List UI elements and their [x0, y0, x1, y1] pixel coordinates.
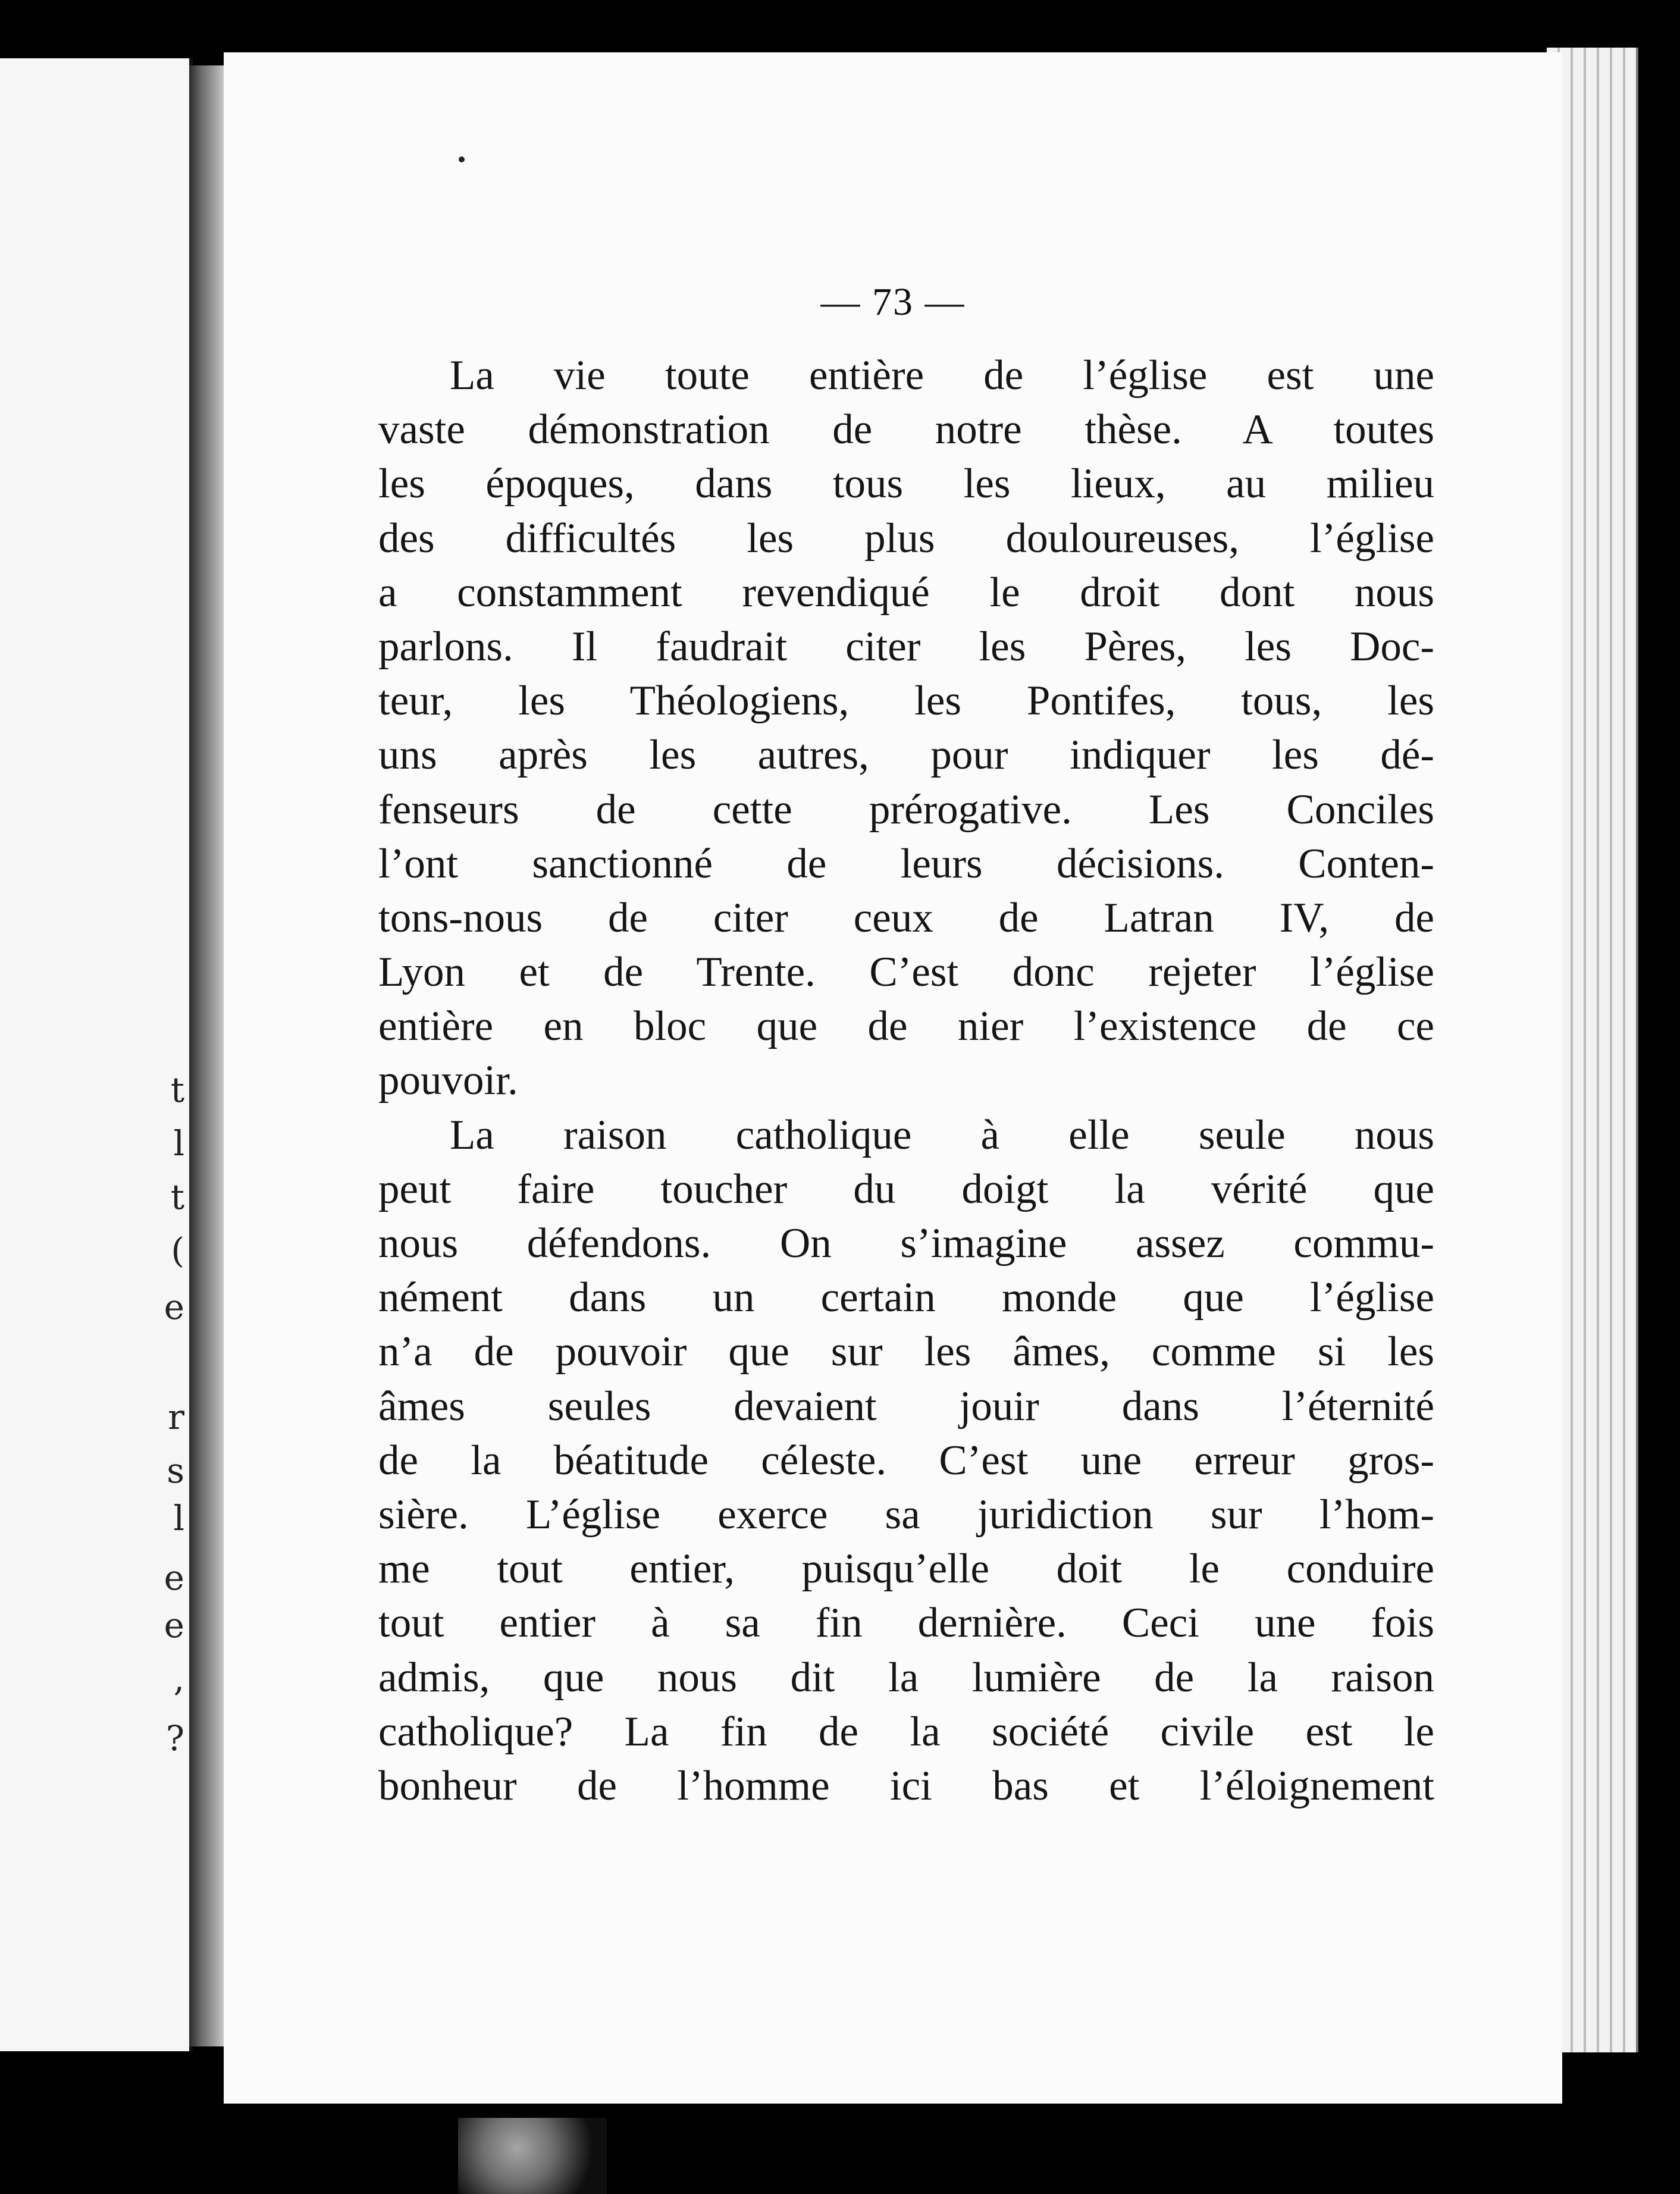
edge-fragment: r: [168, 1397, 184, 1437]
text-line: uns après les autres, pour indiquer les dé-: [378, 732, 1434, 779]
text-line: catholique? La fin de la société civile est le: [378, 1708, 1434, 1755]
previous-page-text-fragments: [149, 58, 184, 2051]
text-line: pouvoir.: [378, 1057, 518, 1104]
text-line: bonheur de l’homme ici bas et l’éloignement: [378, 1762, 1434, 1809]
text-line: La raison catholique à elle seule nous: [450, 1111, 1434, 1158]
text-line: entière en bloc que de nier l’existence de ce: [378, 1003, 1434, 1050]
edge-fragment: ,: [173, 1659, 184, 1699]
text-line: sière. L’église exerce sa juridiction sur l’hom-: [378, 1491, 1434, 1538]
edge-fragment: (: [171, 1230, 184, 1271]
edge-fragment: e: [164, 1287, 184, 1327]
page: [224, 52, 1562, 2104]
text-line: n’a de pouvoir que sur les âmes, comme si les: [378, 1328, 1434, 1375]
scan-noise: [458, 2118, 607, 2194]
text-line: fenseurs de cette prérogative. Les Conciles: [378, 786, 1434, 833]
text-line: des difficultés les plus douloureuses, l’église: [378, 515, 1434, 562]
edge-fragment: t: [170, 1070, 184, 1110]
edge-fragment: t: [170, 1177, 184, 1217]
text-line: a constamment revendiqué le droit dont nous: [378, 569, 1434, 616]
text-line: de la béatitude céleste. C’est une erreur gros-: [378, 1437, 1434, 1484]
text-line: nous défendons. On s’imagine assez commu-: [378, 1220, 1434, 1267]
previous-page-edge: [0, 58, 193, 2051]
text-line: tout entier à sa fin dernière. Ceci une fois: [378, 1600, 1434, 1647]
edge-fragment: e: [164, 1605, 184, 1646]
text-line: admis, que nous dit la lumière de la raison: [378, 1654, 1434, 1701]
text-line: me tout entier, puisqu’elle doit le conduire: [378, 1546, 1434, 1593]
text-line: parlons. Il faudrait citer les Pères, les Doc-: [378, 623, 1434, 670]
edge-fragment: e: [164, 1557, 184, 1598]
body-text: [378, 349, 1434, 1813]
text-line: nément dans un certain monde que l’église: [378, 1274, 1434, 1321]
text-line: Lyon et de Trente. C’est donc rejeter l’église: [378, 949, 1434, 996]
ink-speck: [459, 156, 465, 162]
paragraph: [378, 349, 1434, 1108]
book-gutter-shadow: [189, 65, 224, 2046]
page-number: — 73 —: [820, 280, 966, 324]
edge-fragment: l: [173, 1498, 184, 1538]
text-line: âmes seules devaient jouir dans l’éternité: [378, 1383, 1434, 1430]
text-line: teur, les Théologiens, les Pontifes, tous, les: [378, 678, 1434, 725]
edge-fragment: l: [173, 1123, 184, 1164]
text-line: l’ont sanctionné de leurs décisions. Conten-: [378, 840, 1434, 887]
text-line: les époques, dans tous les lieux, au milieu: [378, 460, 1434, 507]
edge-fragment: ?: [165, 1718, 184, 1759]
text-line: vaste démonstration de notre thèse. A toutes: [378, 406, 1434, 453]
paragraph: [378, 1108, 1434, 1813]
edge-fragment: s: [167, 1450, 184, 1491]
text-line: peut faire toucher du doigt la vérité que: [378, 1165, 1434, 1212]
text-line: tons-nous de citer ceux de Latran IV, de: [378, 894, 1434, 941]
text-line: La vie toute entière de l’église est une: [450, 352, 1434, 399]
